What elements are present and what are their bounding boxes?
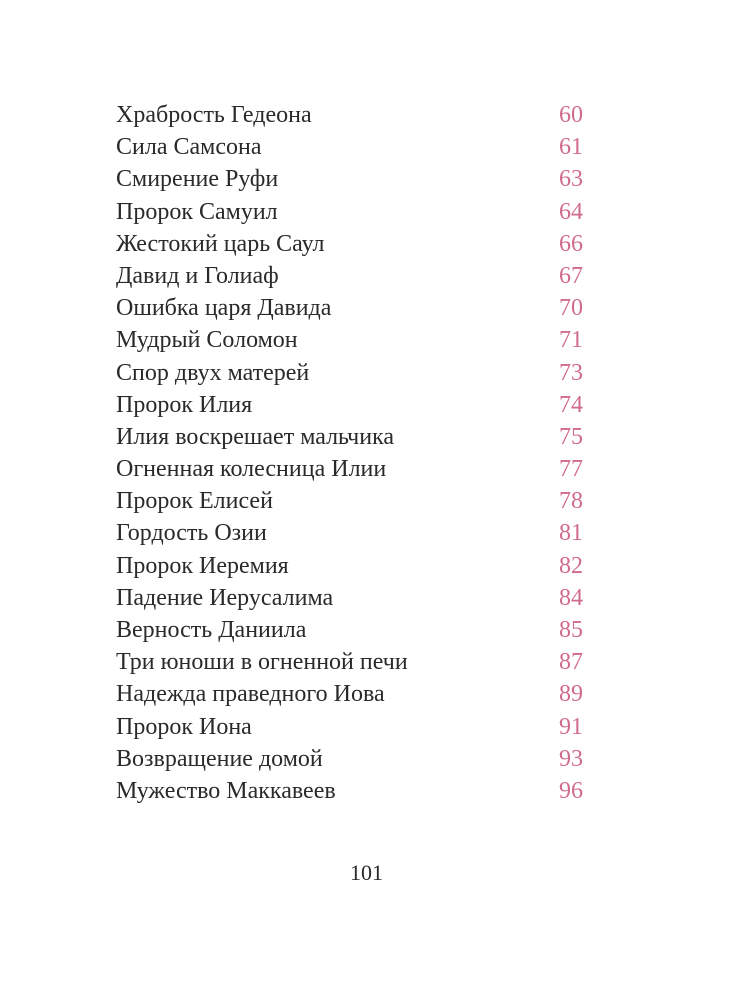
toc-entry-title: Надежда праведного Иова <box>116 681 385 708</box>
toc-entry <box>116 775 583 807</box>
toc-entry-page: 70 <box>559 295 583 322</box>
toc-entry <box>116 324 583 356</box>
toc-entry-title: Огненная колесница Илии <box>116 456 387 483</box>
toc-entry <box>116 517 583 549</box>
toc-entry-page: 66 <box>559 230 583 257</box>
table-of-contents <box>116 99 583 807</box>
toc-entry <box>116 389 583 421</box>
toc-entry-title: Мужество Маккавеев <box>116 777 336 804</box>
toc-entry <box>116 614 583 646</box>
toc-entry-title: Возвращение домой <box>116 745 323 772</box>
toc-entry-title: Илия воскрешает мальчика <box>116 423 395 450</box>
toc-entry <box>116 292 583 324</box>
toc-entry-title: Давид и Голиаф <box>116 262 279 289</box>
toc-entry-page: 87 <box>559 649 583 676</box>
toc-entry <box>116 582 583 614</box>
toc-entry-title: Верность Даниила <box>116 617 307 643</box>
toc-entry-page: 82 <box>559 552 583 579</box>
toc-entry-title: Падение Иерусалима <box>116 584 334 611</box>
toc-entry <box>116 453 583 485</box>
toc-entry <box>116 711 583 743</box>
toc-entry-title: Храбрость Гедеона <box>116 102 312 128</box>
toc-entry <box>116 421 583 453</box>
toc-entry-page: 84 <box>559 584 583 611</box>
toc-entry-title: Пророк Иона <box>116 713 252 740</box>
toc-entry <box>116 646 583 678</box>
toc-entry <box>116 357 583 389</box>
toc-entry-page: 96 <box>559 777 583 804</box>
toc-entry-page: 75 <box>559 423 583 450</box>
toc-entry-title: Мудрый Соломон <box>116 327 298 354</box>
toc-entry <box>116 196 583 228</box>
toc-entry-page: 74 <box>559 391 583 418</box>
toc-entry <box>116 743 583 775</box>
toc-entry <box>116 99 583 131</box>
toc-entry-title: Спор двух матерей <box>116 359 310 386</box>
toc-entry-page: 64 <box>559 198 583 225</box>
toc-entry <box>116 163 583 195</box>
toc-entry-page: 93 <box>559 745 583 772</box>
toc-entry-page: 67 <box>559 262 583 289</box>
toc-entry-title: Пророк Иеремия <box>116 552 289 579</box>
toc-entry-title: Жестокий царь Саул <box>116 230 325 257</box>
toc-entry <box>116 131 583 163</box>
toc-entry-title: Пророк Елисей <box>116 488 273 515</box>
toc-entry-page: 77 <box>559 456 583 483</box>
toc-entry <box>116 550 583 582</box>
toc-entry-title: Пророк Самуил <box>116 198 278 225</box>
page-number: 101 <box>350 860 383 885</box>
toc-entry-page: 60 <box>559 102 583 128</box>
toc-entry <box>116 228 583 260</box>
toc-entry-page: 91 <box>559 713 583 740</box>
toc-entry-page: 85 <box>559 617 583 643</box>
toc-entry-page: 81 <box>559 520 583 547</box>
toc-entry <box>116 678 583 710</box>
toc-entry-title: Гордость Озии <box>116 520 267 547</box>
toc-entry-page: 78 <box>559 488 583 515</box>
toc-entry-page: 71 <box>559 327 583 354</box>
toc-entry-page: 89 <box>559 681 583 708</box>
toc-entry-title: Смирение Руфи <box>116 166 279 193</box>
toc-entry-title: Пророк Илия <box>116 391 253 418</box>
toc-entry-page: 63 <box>559 166 583 193</box>
toc-entry <box>116 485 583 517</box>
toc-entry <box>116 260 583 292</box>
toc-entry-page: 73 <box>559 359 583 386</box>
toc-entry-title: Ошибка царя Давида <box>116 295 332 322</box>
toc-entry-page: 61 <box>559 134 583 161</box>
toc-entry-title: Сила Самсона <box>116 134 262 161</box>
toc-entry-title: Три юноши в огненной печи <box>116 649 408 676</box>
